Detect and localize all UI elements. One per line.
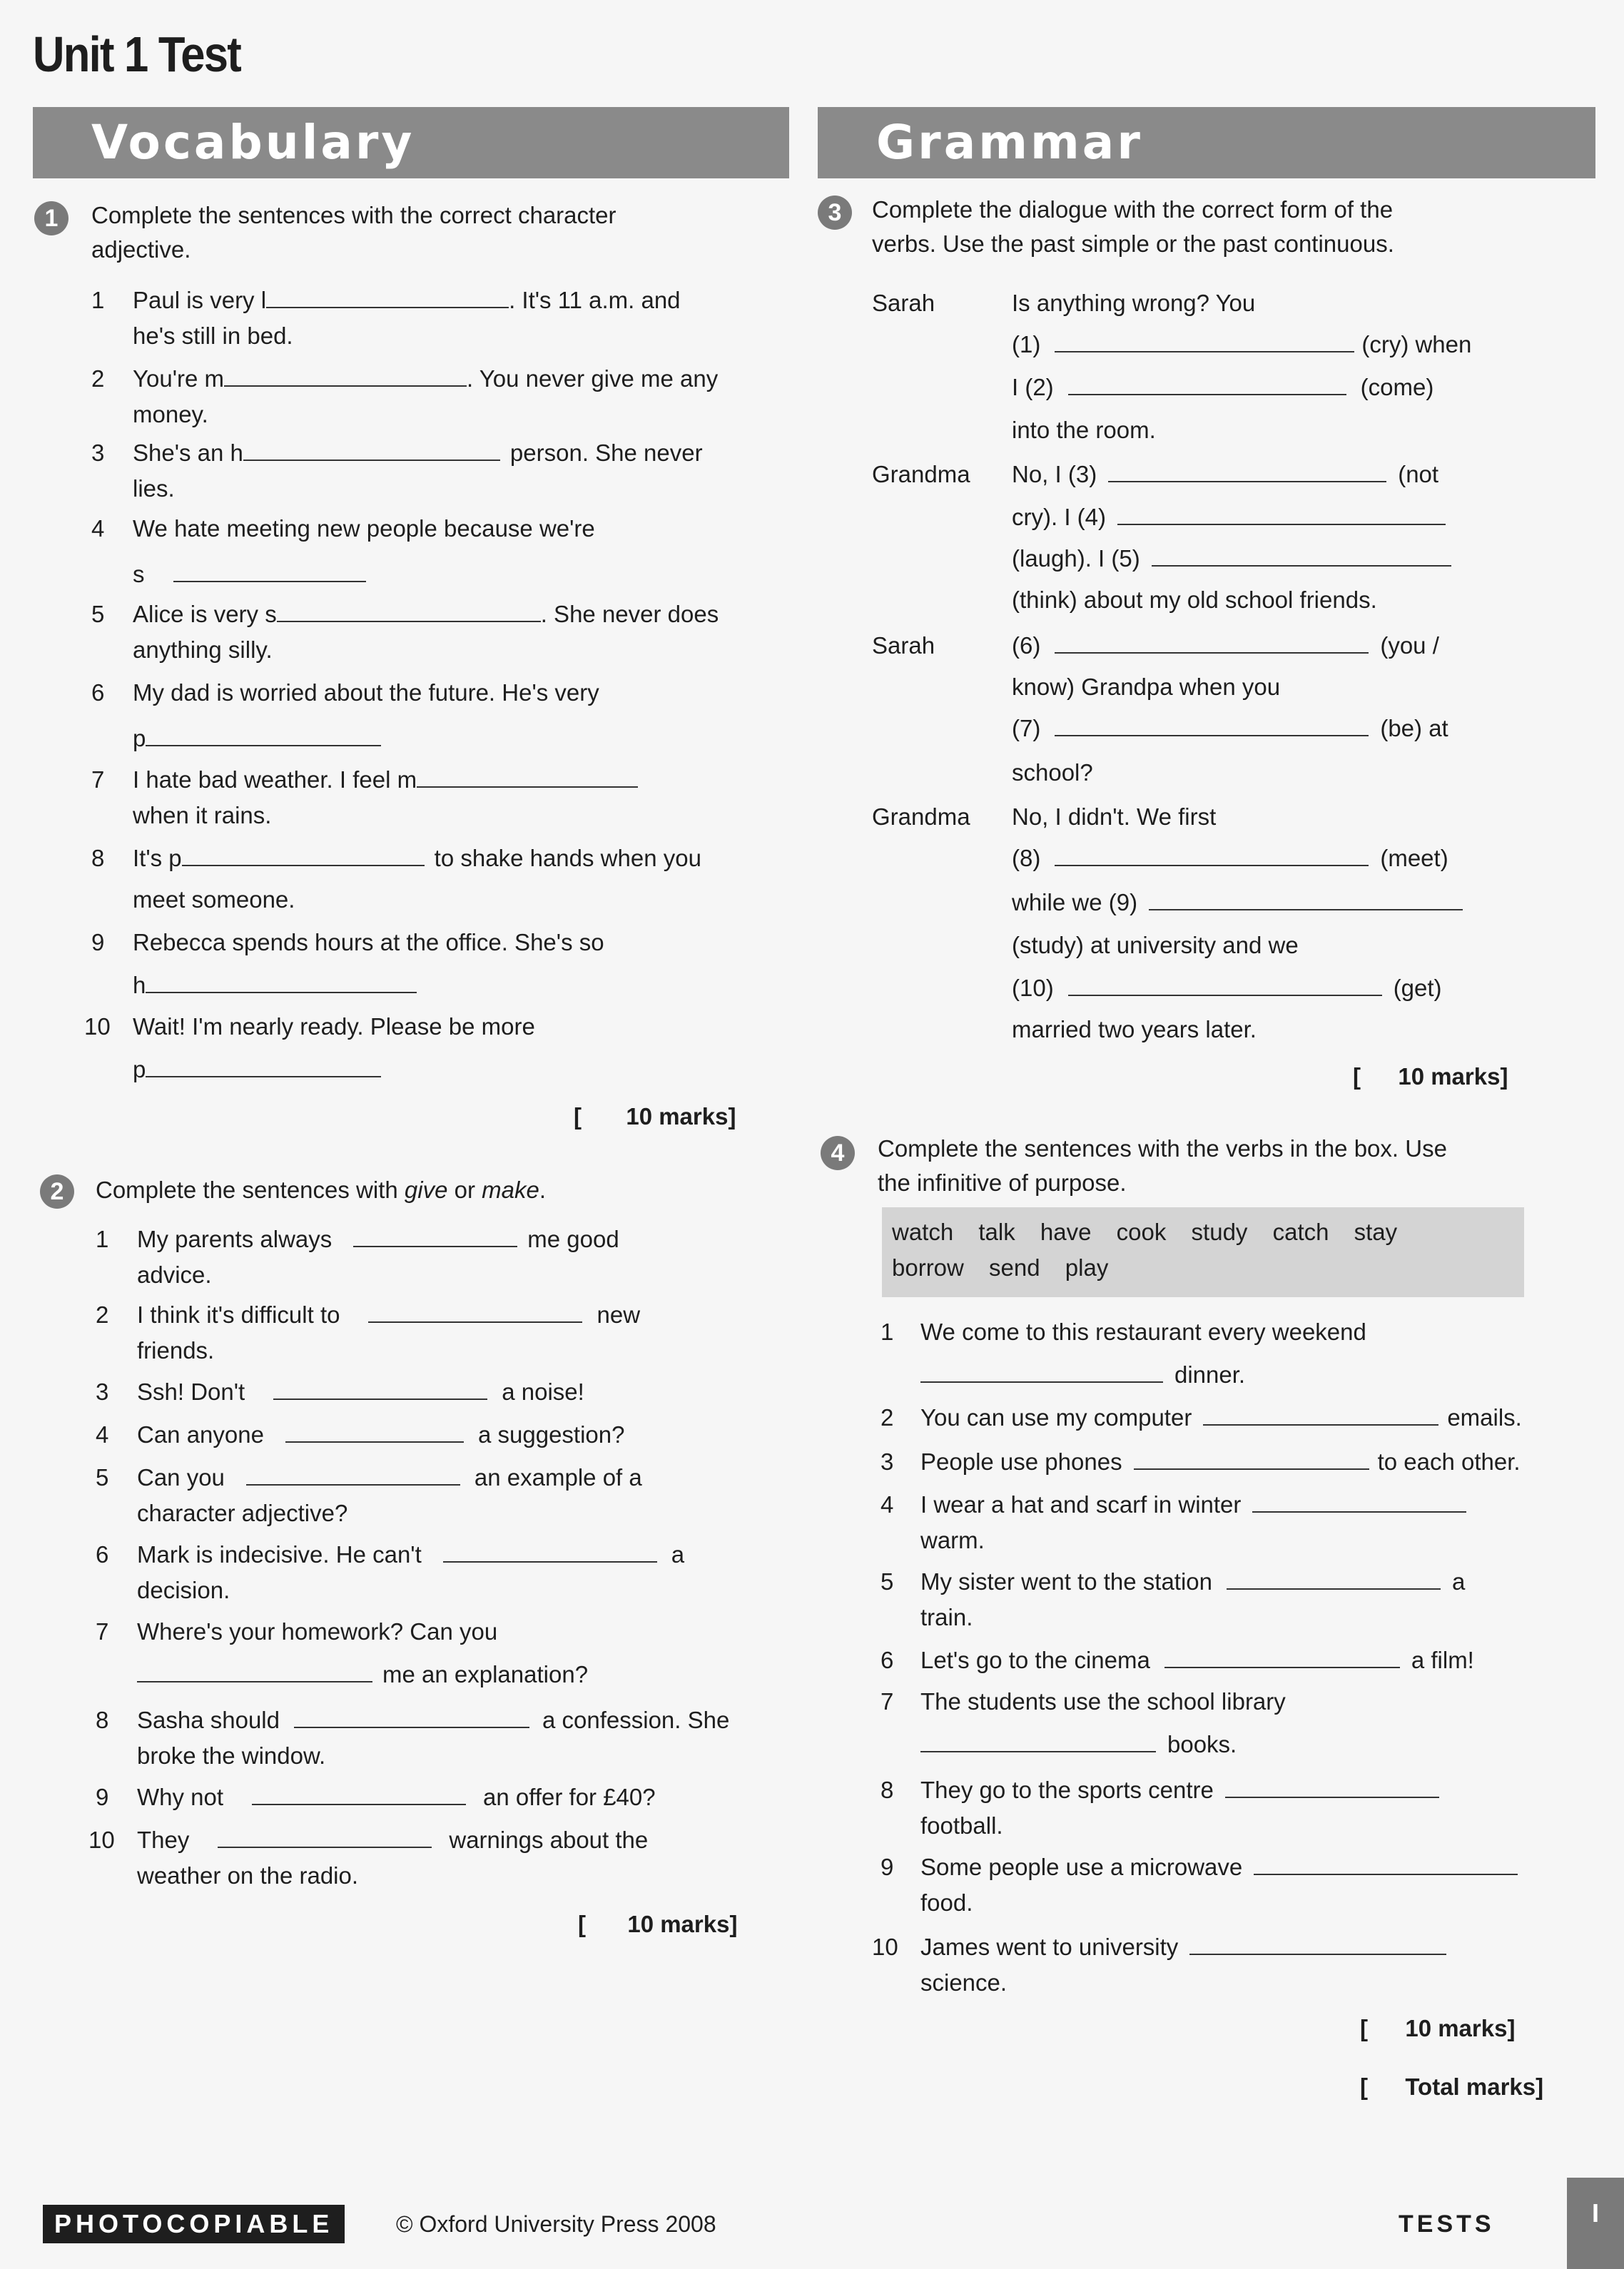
question-text: broke the window. <box>137 1742 326 1769</box>
question-line <box>133 361 718 397</box>
word-box-item: have <box>1040 1219 1092 1245</box>
exercise-2-marks <box>578 1911 737 1938</box>
dialogue-text: (get) <box>1393 975 1442 1001</box>
copyright-text: © Oxford University Press 2008 <box>396 2211 716 2237</box>
question-text: Why not <box>137 1784 224 1810</box>
speaker-name: Sarah <box>872 290 935 316</box>
question-line <box>133 841 701 876</box>
question-line <box>133 721 381 756</box>
question-text: warm. <box>920 1527 985 1553</box>
question-text: I wear a hat and scarf in winter <box>920 1491 1242 1518</box>
word-box-row <box>892 1250 1514 1286</box>
question-number: 5 <box>96 1464 109 1491</box>
dialogue-text: (come) <box>1360 374 1434 400</box>
instruction-line: Complete the sentences with the correct character <box>91 202 616 228</box>
word-box-item: watch <box>892 1219 954 1245</box>
question-line <box>920 1564 1465 1600</box>
instruction-text: . <box>539 1177 547 1203</box>
dialogue-line <box>1012 628 1439 664</box>
answer-blank[interactable] <box>1134 1446 1369 1470</box>
question-text: person. She never <box>509 440 703 466</box>
question-number: 9 <box>91 929 105 955</box>
question-text: character adjective? <box>137 1500 348 1526</box>
dialogue-text: I (2) <box>1012 374 1054 400</box>
question-line <box>137 1537 684 1573</box>
question-text: a <box>671 1541 685 1568</box>
dialogue-text: know) Grandpa when you <box>1012 674 1281 700</box>
question-number: 5 <box>91 601 105 627</box>
dialogue-text: (6) <box>1012 632 1041 659</box>
instruction-text: Complete the sentences with <box>96 1177 405 1203</box>
word-box <box>882 1207 1524 1297</box>
dialogue-line <box>1012 457 1438 492</box>
question-number: 4 <box>91 515 105 542</box>
question-text: s <box>133 561 145 587</box>
question-text: football. <box>920 1812 1003 1839</box>
instruction-line: adjective. <box>91 236 191 263</box>
question-line <box>133 557 366 592</box>
question-line <box>137 1702 729 1738</box>
dialogue-line <box>1012 711 1448 746</box>
question-number: 7 <box>880 1688 894 1715</box>
word-box-item: stay <box>1354 1219 1398 1245</box>
answer-blank[interactable] <box>224 362 467 387</box>
question-text: when it rains. <box>133 802 272 828</box>
instruction-keyword: give <box>404 1177 448 1203</box>
question-line <box>920 1643 1474 1678</box>
word-box-item: talk <box>978 1219 1015 1245</box>
question-text: I hate bad weather. I feel m <box>133 766 417 793</box>
marks-label: 10 marks] <box>1405 2015 1516 2041</box>
question-line <box>133 283 681 318</box>
dialogue-text: (be) at <box>1380 715 1448 741</box>
question-number: 5 <box>880 1568 894 1595</box>
speaker-name: Grandma <box>872 461 970 487</box>
question-number: 1 <box>96 1226 109 1252</box>
dialogue-text: (7) <box>1012 715 1041 741</box>
answer-blank[interactable] <box>417 763 638 788</box>
question-text: a film! <box>1411 1647 1474 1673</box>
question-text: Wait! I'm nearly ready. Please be more <box>133 1013 535 1040</box>
question-line <box>137 1822 648 1858</box>
dialogue-text: (study) at university and we <box>1012 932 1299 958</box>
question-text: They <box>137 1827 190 1853</box>
marks-bracket: [ <box>1353 1063 1361 1090</box>
exercise-4-number: 4 <box>821 1136 855 1170</box>
question-text: anything silly. <box>133 636 273 663</box>
question-number: 2 <box>880 1404 894 1431</box>
question-number: 10 <box>88 1827 115 1853</box>
answer-blank[interactable] <box>273 1376 487 1400</box>
question-line <box>133 597 719 632</box>
marks-label: 10 marks] <box>626 1103 736 1130</box>
answer-blank[interactable] <box>146 969 417 993</box>
question-number: 7 <box>91 766 105 793</box>
question-text: new <box>597 1301 641 1328</box>
marks-bracket: [ <box>574 1103 582 1130</box>
word-box-item: borrow <box>892 1254 964 1281</box>
exercise-3-marks <box>1353 1063 1508 1090</box>
question-number: 3 <box>96 1379 109 1405</box>
exercise-1-number: 1 <box>34 201 68 235</box>
answer-blank[interactable] <box>1108 458 1386 482</box>
instruction-line: Complete the sentences with the verbs in the box. Use <box>878 1135 1447 1162</box>
dialogue-text: married two years later. <box>1012 1016 1257 1042</box>
question-line <box>920 1849 1518 1885</box>
word-box-item: play <box>1065 1254 1109 1281</box>
question-text: train. <box>920 1604 973 1630</box>
question-text: My dad is worried about the future. He's very <box>133 679 599 706</box>
answer-blank[interactable] <box>1055 842 1369 866</box>
answer-blank[interactable] <box>920 1728 1156 1752</box>
answer-blank[interactable] <box>266 284 509 308</box>
exercise-4-marks <box>1360 2015 1515 2042</box>
dialogue-text: (1) <box>1012 331 1041 357</box>
question-text: weather on the radio. <box>137 1862 359 1889</box>
question-text: books. <box>1167 1731 1237 1757</box>
dialogue-line <box>1012 970 1442 1006</box>
dialogue-line <box>1012 841 1448 876</box>
page-number-tab: I <box>1567 2178 1624 2269</box>
dialogue-line <box>1012 541 1451 577</box>
question-line <box>920 1400 1522 1436</box>
marks-bracket: [ <box>1360 2073 1368 2100</box>
question-line <box>137 1657 588 1692</box>
question-line <box>137 1417 624 1453</box>
question-text: Can you <box>137 1464 225 1491</box>
answer-blank[interactable] <box>243 437 500 461</box>
instruction-line: verbs. Use the past simple or the past continuous. <box>872 230 1394 257</box>
question-text: Ssh! Don't <box>137 1379 245 1405</box>
dialogue-text: (think) about my old school friends. <box>1012 587 1377 613</box>
exercise-4-instruction <box>878 1132 1447 1200</box>
question-line <box>920 1444 1521 1480</box>
instruction-line: the infinitive of purpose. <box>878 1169 1127 1196</box>
exercise-2-instruction <box>96 1173 546 1207</box>
question-text: food. <box>920 1889 973 1916</box>
question-text: me an explanation? <box>382 1661 589 1687</box>
instruction-text: or <box>447 1177 482 1203</box>
answer-blank[interactable] <box>1225 1774 1439 1798</box>
question-text: Can anyone <box>137 1421 264 1448</box>
question-text: an example of a <box>474 1464 642 1491</box>
marks-label: 10 marks] <box>1398 1063 1508 1090</box>
question-text: Paul is very l <box>133 287 267 313</box>
question-text: friends. <box>137 1337 215 1364</box>
question-number: 3 <box>880 1448 894 1475</box>
exercise-3-number: 3 <box>818 196 852 230</box>
question-text: meet someone. <box>133 886 295 913</box>
question-text: me good <box>527 1226 619 1252</box>
question-text: . It's 11 a.m. and <box>509 287 681 313</box>
instruction-line: Complete the dialogue with the correct form of the <box>872 196 1394 223</box>
dialogue-text: while we (9) <box>1012 889 1138 915</box>
dialogue-text: (meet) <box>1380 845 1448 871</box>
question-text: dinner. <box>1174 1361 1246 1388</box>
question-line <box>137 1222 619 1257</box>
question-text: Rebecca spends hours at the office. She's so <box>133 929 604 955</box>
question-text: Mark is indecisive. He can't <box>137 1541 422 1568</box>
answer-blank[interactable] <box>218 1824 432 1848</box>
dialogue-text: (10) <box>1012 975 1054 1001</box>
question-text: he's still in bed. <box>133 323 293 349</box>
answer-blank[interactable] <box>1117 501 1446 525</box>
marks-bracket: [ <box>1360 2015 1368 2041</box>
question-text: Sasha should <box>137 1707 280 1733</box>
question-text: an offer for £40? <box>483 1784 656 1810</box>
question-text: Where's your homework? Can you <box>137 1618 498 1645</box>
question-line <box>137 1460 642 1496</box>
dialogue-text: (you / <box>1380 632 1439 659</box>
answer-blank[interactable] <box>146 1053 381 1077</box>
question-text: . You never give me any <box>467 365 719 392</box>
question-text: James went to university <box>920 1934 1179 1960</box>
question-line <box>133 1052 381 1087</box>
question-text: My parents always <box>137 1226 333 1252</box>
total-marks <box>1360 2073 1543 2101</box>
answer-blank[interactable] <box>353 1223 517 1247</box>
question-text: We hate meeting new people because we're <box>133 515 595 542</box>
question-text: My sister went to the station <box>920 1568 1213 1595</box>
question-number: 2 <box>96 1301 109 1328</box>
answer-blank[interactable] <box>146 722 381 746</box>
dialogue-text: (laugh). I (5) <box>1012 545 1140 572</box>
answer-blank[interactable] <box>1254 1851 1518 1875</box>
instruction-keyword: make <box>482 1177 539 1203</box>
answer-blank[interactable] <box>1203 1401 1438 1426</box>
question-number: 1 <box>91 287 105 313</box>
dialogue-text: (cry) when <box>1361 331 1472 357</box>
question-text: She's an h <box>133 440 243 466</box>
dialogue-text: No, I (3) <box>1012 461 1097 487</box>
word-box-item: catch <box>1272 1219 1329 1245</box>
question-text: They go to the sports centre <box>920 1777 1214 1803</box>
question-number: 7 <box>96 1618 109 1645</box>
speaker-name: Grandma <box>872 803 970 830</box>
question-text: science. <box>920 1969 1008 1996</box>
question-number: 10 <box>84 1013 111 1040</box>
question-line <box>133 435 703 471</box>
question-line <box>137 1780 656 1815</box>
speaker-name: Sarah <box>872 632 935 659</box>
question-line <box>137 1297 640 1333</box>
question-text: Alice is very s <box>133 601 277 627</box>
question-text: a confession. She <box>542 1707 730 1733</box>
answer-blank[interactable] <box>1164 1644 1400 1668</box>
answer-blank[interactable] <box>294 1704 529 1728</box>
question-number: 6 <box>91 679 105 706</box>
page-title: Unit 1 Test <box>33 26 240 82</box>
answer-blank[interactable] <box>1252 1488 1466 1513</box>
question-text: Let's go to the cinema <box>920 1647 1150 1673</box>
question-text: advice. <box>137 1262 212 1288</box>
question-text: to each other. <box>1377 1448 1521 1475</box>
answer-blank[interactable] <box>277 598 541 622</box>
question-line <box>133 762 638 798</box>
question-number: 4 <box>96 1421 109 1448</box>
question-line <box>920 1487 1466 1523</box>
exercise-3-instruction <box>872 193 1394 261</box>
dialogue-text: into the room. <box>1012 417 1156 443</box>
dialogue-text: school? <box>1012 759 1093 786</box>
question-number: 8 <box>880 1777 894 1803</box>
dialogue-line <box>1012 885 1463 920</box>
dialogue-text: Is anything wrong? You <box>1012 290 1256 316</box>
question-text: a <box>1452 1568 1466 1595</box>
answer-blank[interactable] <box>1149 886 1463 910</box>
question-line <box>920 1727 1237 1762</box>
question-text: warnings about the <box>449 1827 649 1853</box>
question-line <box>137 1374 584 1410</box>
dialogue-line <box>1012 370 1433 405</box>
answer-blank[interactable] <box>920 1359 1163 1383</box>
question-text: a suggestion? <box>477 1421 625 1448</box>
exercise-1-instruction <box>91 198 616 267</box>
question-text: to shake hands when you <box>434 845 701 871</box>
question-text: h <box>133 972 146 998</box>
question-number: 8 <box>96 1707 109 1733</box>
answer-blank[interactable] <box>1068 371 1346 395</box>
question-number: 9 <box>96 1784 109 1810</box>
question-line <box>920 1772 1439 1808</box>
answer-blank[interactable] <box>1152 542 1451 567</box>
word-box-item: send <box>989 1254 1040 1281</box>
photocopiable-label: PHOTOCOPIABLE <box>43 2205 345 2243</box>
question-text: I think it's difficult to <box>137 1301 340 1328</box>
question-line <box>920 1357 1245 1393</box>
answer-blank[interactable] <box>1055 328 1354 352</box>
word-box-row <box>892 1214 1514 1250</box>
question-text: It's p <box>133 845 182 871</box>
question-number: 3 <box>91 440 105 466</box>
answer-blank[interactable] <box>1189 1931 1446 1955</box>
answer-blank[interactable] <box>1068 972 1382 996</box>
exercise-1-marks <box>574 1103 736 1130</box>
question-number: 1 <box>880 1319 894 1345</box>
question-text: a noise! <box>502 1379 584 1405</box>
dialogue-text: (8) <box>1012 845 1041 871</box>
dialogue-line <box>1012 327 1471 362</box>
answer-blank[interactable] <box>1055 712 1369 736</box>
question-text: The students use the school library <box>920 1688 1286 1715</box>
vocabulary-section-header: Vocabulary <box>33 107 789 178</box>
dialogue-text: (not <box>1398 461 1439 487</box>
marks-label: 10 marks] <box>627 1911 738 1937</box>
question-line <box>133 968 417 1003</box>
question-text: p <box>133 1056 146 1082</box>
tests-label: TESTS <box>1399 2210 1495 2238</box>
question-text: money. <box>133 401 208 427</box>
question-text: emails. <box>1447 1404 1522 1431</box>
marks-bracket: [ <box>578 1911 586 1937</box>
answer-blank[interactable] <box>443 1538 657 1563</box>
question-number: 6 <box>96 1541 109 1568</box>
grammar-section-header: Grammar <box>818 107 1595 178</box>
exercise-2-number: 2 <box>40 1174 74 1209</box>
answer-blank[interactable] <box>368 1299 582 1323</box>
total-marks-label: Total marks] <box>1405 2073 1544 2100</box>
dialogue-text: No, I didn't. We first <box>1012 803 1217 830</box>
question-text: . She never does <box>540 601 719 627</box>
answer-blank[interactable] <box>182 842 425 866</box>
question-text: lies. <box>133 475 175 502</box>
question-text: You're m <box>133 365 224 392</box>
question-number: 9 <box>880 1854 894 1880</box>
question-number: 10 <box>872 1934 898 1960</box>
answer-blank[interactable] <box>285 1418 464 1443</box>
question-text: We come to this restaurant every weekend <box>920 1319 1366 1345</box>
question-text: Some people use a microwave <box>920 1854 1243 1880</box>
answer-blank[interactable] <box>1227 1565 1441 1590</box>
answer-blank[interactable] <box>1055 629 1369 654</box>
question-text: decision. <box>137 1577 230 1603</box>
answer-blank[interactable] <box>137 1658 372 1682</box>
word-box-item: cook <box>1116 1219 1167 1245</box>
question-number: 6 <box>880 1647 894 1673</box>
question-number: 4 <box>880 1491 894 1518</box>
question-number: 2 <box>91 365 105 392</box>
dialogue-line <box>1012 499 1446 535</box>
question-line <box>920 1929 1446 1965</box>
answer-blank[interactable] <box>252 1781 466 1805</box>
question-number: 8 <box>91 845 105 871</box>
question-text: p <box>133 725 146 751</box>
word-box-item: study <box>1191 1219 1248 1245</box>
answer-blank[interactable] <box>173 558 366 582</box>
question-text: People use phones <box>920 1448 1122 1475</box>
dialogue-text: cry). I (4) <box>1012 504 1106 530</box>
answer-blank[interactable] <box>246 1461 460 1486</box>
question-text: You can use my computer <box>920 1404 1192 1431</box>
